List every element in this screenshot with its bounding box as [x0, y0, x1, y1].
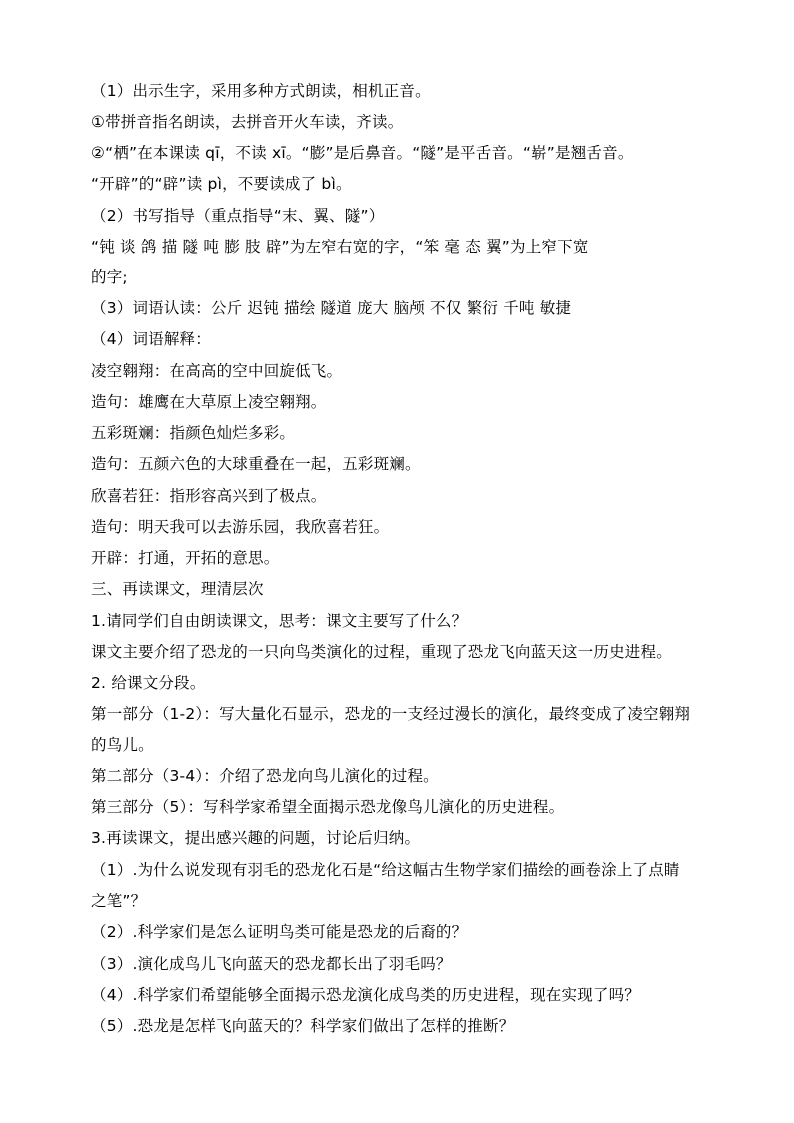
question-item: （5）.恐龙是怎样飞向蓝天的？科学家们做出了怎样的推断？ [91, 1017, 515, 1035]
paragraph: 1.请同学们自由朗读课文，思考：课文主要写了什么？ [91, 612, 468, 630]
paragraph: 第一部分（1-2）：写大量化石显示，恐龙的一支经过漫长的演化，最终变成了凌空翱翔 [91, 705, 691, 723]
paragraph: “钝 谈 鸽 描 隧 吨 膨 肢 辟”为左窄右宽的字，“笨 毫 态 翼”为上窄下宽 [91, 238, 589, 256]
question-item: （4）.科学家们希望能够全面揭示恐龙演化成鸟类的历史进程，现在实现了吗？ [91, 986, 640, 1004]
question-item: 之笔”？ [91, 892, 147, 910]
paragraph: 课文主要介绍了恐龙的一只向鸟类演化的过程，重现了恐龙飞向蓝天这一历史进程。 [91, 643, 672, 661]
paragraph: 造句：明天我可以去游乐园，我欣喜若狂。 [91, 518, 390, 536]
question-item: （2）.科学家们是怎么证明鸟类可能是恐龙的后裔的？ [91, 923, 468, 941]
paragraph: 五彩斑斓：指颜色灿烂多彩。 [91, 424, 296, 442]
paragraph: 3.再读课文，提出感兴趣的问题，讨论后归纳。 [91, 829, 421, 847]
paragraph: “开辟”的“辟”读 pì，不要读成了 bì。 [91, 175, 352, 193]
paragraph: 造句：五颜六色的大球重叠在一起，五彩斑斓。 [91, 455, 421, 473]
paragraph: 的鸟儿。 [91, 736, 154, 754]
section-heading: 三、再读课文，理清层次 [91, 580, 264, 598]
paragraph: 凌空翱翔：在高高的空中回旋低飞。 [91, 362, 343, 380]
paragraph: （1）出示生字，采用多种方式朗读，相机正音。 [91, 82, 431, 100]
paragraph: 第二部分（3-4）：介绍了恐龙向鸟儿演化的过程。 [91, 767, 439, 785]
paragraph: 开辟：打通，开拓的意思。 [91, 549, 280, 567]
paragraph: （2）书写指导（重点指导“末、翼、隧”） [91, 207, 385, 225]
paragraph: 2. 给课文分段。 [91, 674, 206, 692]
paragraph: 的字; [91, 268, 128, 286]
paragraph: 欣喜若狂：指形容高兴到了极点。 [91, 487, 327, 505]
paragraph: 第三部分（5）：写科学家希望全面揭示恐龙像鸟儿演化的历史进程。 [91, 798, 565, 816]
question-item: （1）.为什么说发现有羽毛的恐龙化石是“给这幅古生物学家们描绘的画卷涂上了点睛 [91, 861, 680, 879]
paragraph: （4）词语解释： [91, 330, 211, 348]
paragraph: ②“栖”在本课读 qī，不读 xī。“膨”是后鼻音。“隧”是平舌音。“崭”是翘舌音。 [91, 144, 634, 162]
paragraph: ①带拼音指名朗读，去拼音开火车读，齐读。 [91, 113, 404, 131]
paragraph: （3）词语认读：公斤 迟钝 描绘 隧道 庞大 脑颅 不仅 繁衍 千吨 敏捷 [91, 299, 572, 317]
question-item: （3）.演化成鸟儿飞向蓝天的恐龙都长出了羽毛吗？ [91, 955, 452, 973]
paragraph: 造句：雄鹰在大草原上凌空翱翔。 [91, 393, 327, 411]
